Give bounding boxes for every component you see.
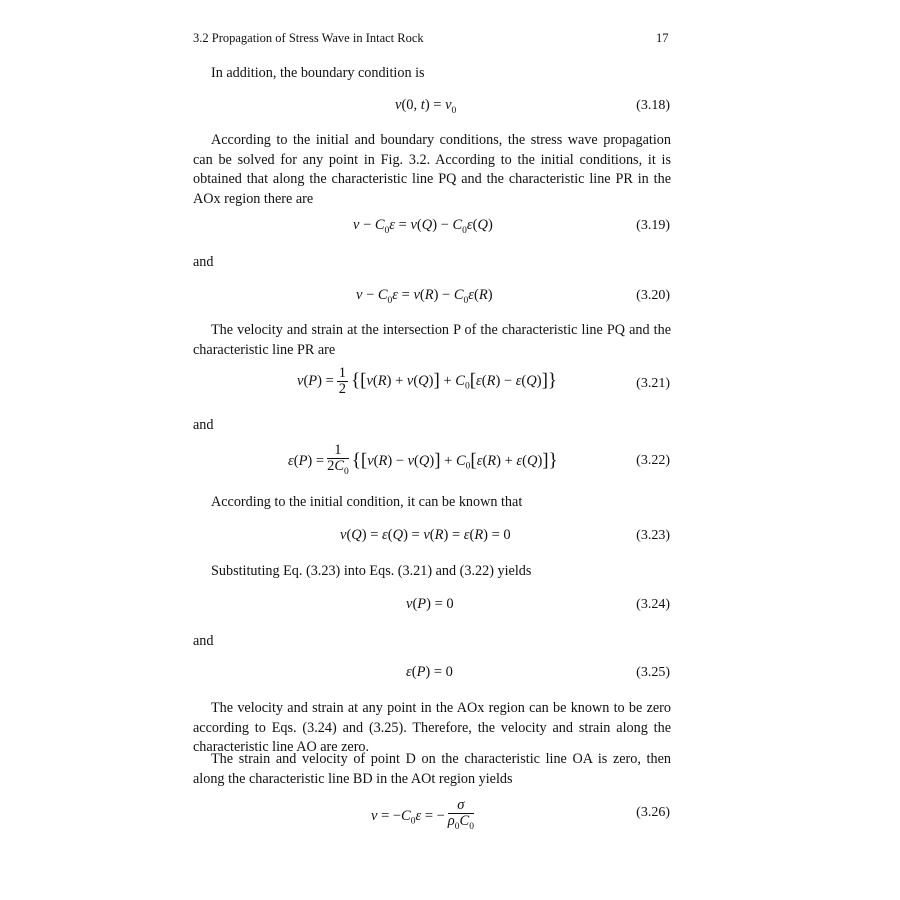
paragraph-initial-conditions: According to the initial and boundary conditions, the stress wave propagation can be solved for any point in Fig. 3.2. According to the initial conditions, it is obtained that along the characteristic line PQ and the characteristic line PR in the AOx region there are	[193, 132, 671, 207]
equation-number-3-20: (3.20)	[636, 288, 670, 303]
equation-number-3-24: (3.24)	[636, 597, 670, 612]
equation-3-19: $v - C_0\varepsilon = v(Q) - C_0\varepsilon(Q)$	[353, 217, 493, 236]
paragraph-boundary-intro: In addition, the boundary condition is	[211, 65, 425, 81]
equation-number-3-18: (3.18)	[636, 98, 670, 113]
equation-3-24: v(P) = 0	[406, 596, 454, 612]
paragraph-initial-known: According to the initial condition, it can be known that	[211, 494, 523, 510]
equation-3-20: $v - C_0\varepsilon = v(R) - C_0\varepsilon(R)$	[356, 287, 493, 306]
running-header: 3.2 Propagation of Stress Wave in Intact Rock	[193, 31, 424, 45]
equation-number-3-23: (3.23)	[636, 528, 670, 543]
connector-and-1: and	[193, 254, 214, 270]
equation-3-18: v(0, $t) = v_0$	[395, 97, 457, 116]
paragraph-point-d: The strain and velocity of point D on the characteristic line OA is zero, then along the characteristic line BD in the AOt region yields	[193, 751, 671, 787]
equation-number-3-21: (3.21)	[636, 376, 670, 391]
equation-3-25: ε(P) = 0	[406, 664, 453, 680]
equation-number-3-19: (3.19)	[636, 218, 670, 233]
equation-3-21: v(P) = $\frac{1}{2}$ $\{[v(R) + v(Q)] + C_0[\varepsilon(R) - \varepsilon(Q)]\}$	[297, 365, 558, 397]
equation-3-22: ε(P) = $\frac{1}{2C_0}$ $\{[v(R) - v(Q)] + C_0[\varepsilon(R) + \varepsilon(Q)]\}$	[288, 442, 558, 477]
paragraph-aox-zero: The velocity and strain at any point in the AOx region can be known to be zero according to Eqs. (3.24) and (3.25). Therefore, the velocity and strain along the characteristic line AO are zero.	[193, 700, 671, 755]
equation-number-3-26: (3.26)	[636, 805, 670, 820]
paragraph-substituting: Substituting Eq. (3.23) into Eqs. (3.21) and (3.22) yields	[211, 563, 532, 579]
page-number: 17	[656, 31, 669, 45]
connector-and-2: and	[193, 417, 214, 433]
paragraph-intersection: The velocity and strain at the intersection P of the characteristic line PQ and the characteristic line PR are	[193, 322, 671, 358]
equation-3-26: $v = -C_0\varepsilon$ = − $\frac{\sigma}{\rho_0C_0}$	[371, 797, 474, 832]
equation-number-3-22: (3.22)	[636, 453, 670, 468]
equation-number-3-25: (3.25)	[636, 665, 670, 680]
equation-3-23: v(Q) = ε(Q) = v(R) = ε(R) = 0	[340, 527, 511, 543]
connector-and-3: and	[193, 633, 214, 649]
